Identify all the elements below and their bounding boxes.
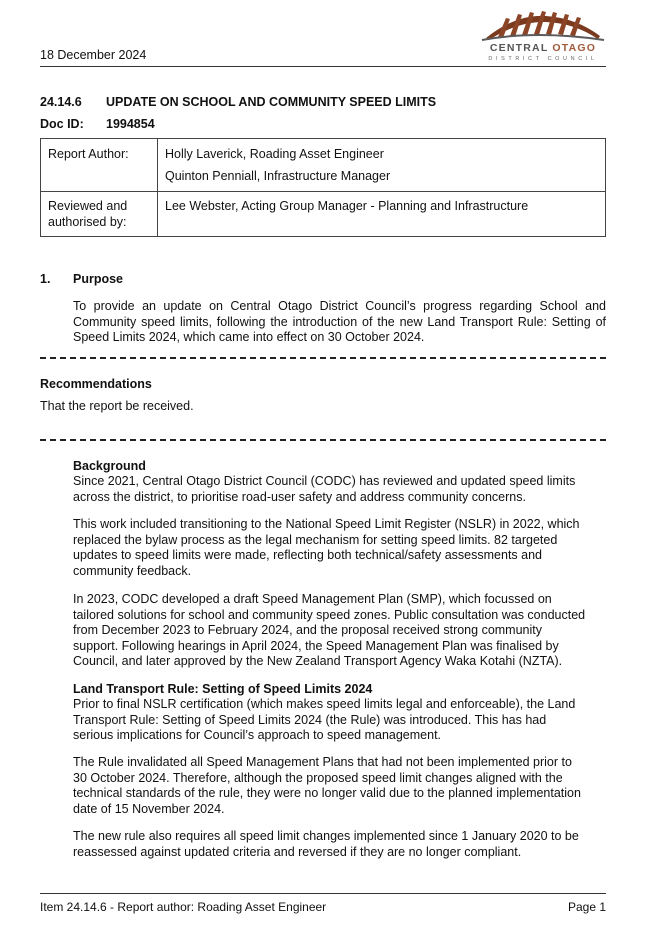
background-heading: Background	[73, 459, 146, 473]
author-cell	[158, 139, 606, 192]
doc-id	[40, 117, 155, 131]
item-number: 24.14.6	[40, 95, 82, 109]
item-heading	[40, 95, 436, 109]
rule-heading: Land Transport Rule: Setting of Speed Limits 2024	[73, 682, 373, 696]
purpose-number: 1.	[40, 272, 51, 286]
report-meta-table	[40, 138, 606, 237]
rule-paragraph-1: Prior to final NSLR certification (which makes speed limits legal and enforceable), the Land Transport Rule: Setting of Speed Limits 2024 (the Rule) was introduced. This has had serious implications for Council’s approach to speed management.	[73, 697, 576, 742]
table-row	[41, 139, 606, 192]
purpose-text: To provide an update on Central Otago District Council’s progress regarding School and Community speed limits, following the introduction of the new Land Transport Rule: Setting of Speed Limits 2024, which came into effect on 30 October 2024.	[73, 299, 606, 344]
header-date: 18 December 2024	[40, 48, 147, 62]
footer-item-label: Item 24.14.6 - Report author: Roading Asset Engineer	[40, 900, 327, 914]
doc-id-label: Doc ID:	[40, 117, 84, 131]
council-logo	[476, 6, 610, 66]
section-divider	[40, 439, 606, 441]
author-name-2: Quinton Penniall, Infrastructure Manager	[165, 169, 391, 183]
logo-hills-icon	[476, 6, 610, 42]
logo-wordmark: CENTRAL OTAGO	[489, 42, 597, 54]
table-row	[41, 192, 606, 237]
doc-id-value: 1994854	[106, 117, 155, 131]
reviewer-label: Reviewed and authorised by:	[41, 192, 158, 237]
author-label: Report Author:	[41, 139, 158, 192]
recommendations-text: That the report be received.	[40, 399, 194, 413]
footer-page-number: Page 1	[568, 900, 607, 914]
reviewer-name: Lee Webster, Acting Group Manager - Planning and Infrastructure	[158, 192, 606, 237]
header-rule	[40, 66, 606, 67]
purpose-heading: Purpose	[73, 272, 124, 286]
section-divider	[40, 357, 606, 359]
recommendations-heading: Recommendations	[40, 377, 152, 391]
rule-paragraph-2: The Rule invalidated all Speed Management Plans that had not been implemented prior to 30 October 2024. Therefore, although the proposed speed limit changes aligned with the technical standards of the rule, they were no longer valid due to the planned implementation date of 15 November 2024.	[73, 755, 581, 816]
item-title: UPDATE ON SCHOOL AND COMMUNITY SPEED LIMITS	[106, 95, 437, 109]
background-paragraph-1: Since 2021, Central Otago District Council (CODC) has reviewed and updated speed limits across the district, to prioritise road-user safety and address community concerns.	[73, 474, 576, 504]
logo-subtitle: DISTRICT COUNCIL	[488, 56, 598, 62]
author-name-1: Holly Laverick, Roading Asset Engineer	[165, 147, 384, 161]
background-paragraph-3: In 2023, CODC developed a draft Speed Management Plan (SMP), which focussed on tailored solutions for school and community speed zones. Public consultation was conducted from December 2023 to February 2024, and the proposal received strong community support. Following hearings in April 2024, the Speed Management Plan was finalised by Council, and later approved by the New Zealand Transport Agency Waka Kotahi (NZTA).	[73, 592, 586, 668]
background-paragraph-2: This work included transitioning to the National Speed Limit Register (NSLR) in 2022, which replaced the bylaw process as the legal mechanism for setting speed limits. 82 targeted updates to speed limits were made, reflecting both technical/safety assessments and community feedback.	[73, 517, 580, 578]
rule-paragraph-3: The new rule also requires all speed limit changes implemented since 1 January 2020 to be reassessed against updated criteria and reversed if they are no longer compliant.	[73, 829, 579, 859]
footer-rule	[40, 893, 606, 894]
